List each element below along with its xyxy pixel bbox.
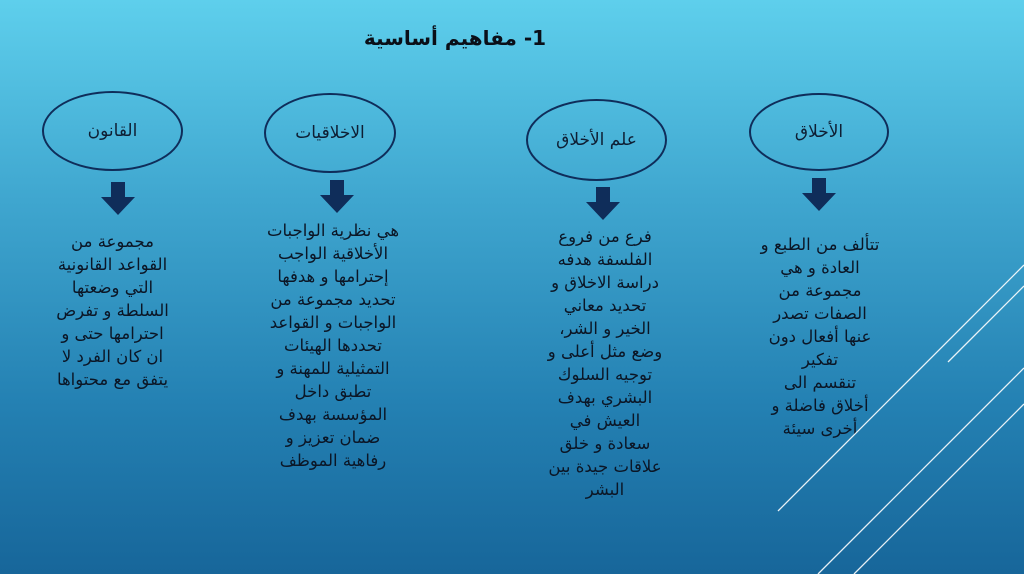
description-line: تتألف من الطبع و — [760, 235, 880, 254]
description-line: أخرى سيئة — [782, 419, 858, 438]
description-line: البشري بهدف — [557, 388, 653, 407]
oval-label: علم الأخلاق — [556, 130, 637, 150]
description-line: هي نظرية الواجبات — [266, 221, 400, 240]
description-line: فرع من فروع — [558, 227, 652, 246]
description-line: أخلاق فاضلة و — [771, 396, 869, 415]
description-line: السلطة و تفرض — [56, 301, 169, 320]
description-line: تحديد معاني — [563, 296, 647, 315]
description-line: مجموعة من — [778, 281, 862, 300]
description-line: الأخلاقية الواجب — [277, 244, 389, 263]
description-line: تحديد مجموعة من — [270, 290, 396, 309]
description-line: البشر — [585, 480, 625, 499]
description-line: العيش في — [569, 411, 641, 430]
oval-label: الأخلاق — [794, 122, 844, 142]
description-line: سعادة و خلق — [559, 434, 651, 453]
description-line: احترامها حتى و — [61, 324, 164, 343]
description-line: رفاهية الموظف — [279, 451, 387, 470]
description-line: دراسة الاخلاق و — [551, 273, 659, 292]
description-line: الفلسفة هدفه — [557, 250, 653, 269]
description-line: توجيه السلوك — [557, 365, 653, 384]
oval-label: الاخلاقيات — [295, 123, 365, 143]
oval-label: القانون — [87, 121, 138, 141]
description-line: تفكير — [801, 350, 839, 369]
description-line: التي وضعتها — [71, 278, 154, 297]
description-line: إحترامها و هدفها — [277, 267, 389, 286]
description-line: تطبق داخل — [294, 382, 372, 401]
description-line: ان كان الفرد لا — [61, 347, 164, 366]
description-line: مجموعة من — [71, 232, 154, 251]
slide-title: 1- مفاهيم أساسية — [363, 26, 547, 50]
description-line: التمثيلية للمهنة و — [276, 359, 390, 378]
description-line: تنقسم الى — [783, 373, 857, 392]
description-line: يتفق مع محتواها — [56, 370, 169, 389]
description-line: تحددها الهيئات — [284, 336, 382, 355]
description-line: القواعد القانونية — [57, 255, 168, 274]
description-line: المؤسسة بهدف — [278, 405, 388, 424]
description-line: الخير و الشر، — [559, 319, 651, 338]
description-line: وضع مثل أعلى و — [547, 342, 663, 361]
description-line: الواجبات و القواعد — [269, 313, 397, 332]
description-line: ضمان تعزيز و — [285, 428, 381, 447]
description-line: الصفات تصدر — [773, 304, 867, 323]
description-line: عنها أفعال دون — [768, 327, 872, 346]
description-line: العادة و هي — [780, 258, 860, 277]
description-line: علاقات جيدة بين — [548, 457, 662, 476]
